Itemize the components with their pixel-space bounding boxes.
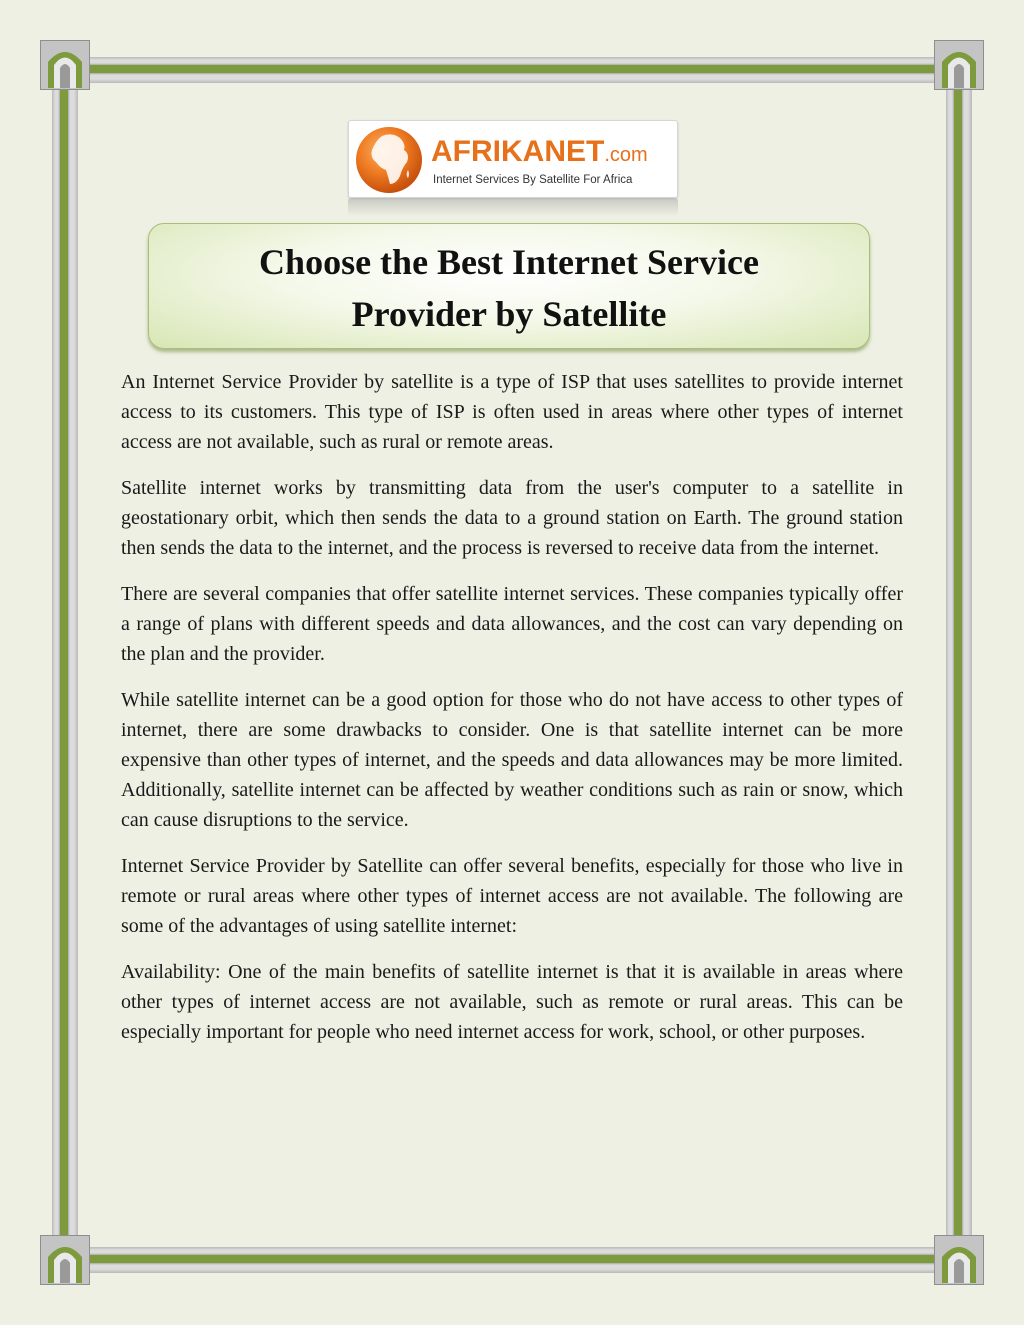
frame-corner-ornament-icon [934, 40, 984, 90]
logo-tagline: Internet Services By Satellite For Africa [433, 174, 633, 186]
frame-left-border [52, 62, 78, 1262]
logo-card [348, 120, 678, 198]
title-banner [148, 223, 870, 349]
frame-corner-ornament-icon [934, 1235, 984, 1285]
globe-icon [352, 124, 426, 196]
page-title-line-1: Choose the Best Internet Service [259, 242, 759, 282]
article-body [121, 367, 903, 1063]
logo-reflection [348, 198, 678, 216]
frame-bottom-border [62, 1247, 962, 1273]
frame-corner-ornament-icon [40, 40, 90, 90]
paragraph-intro: An Internet Service Provider by satellite is a type of ISP that uses satellites to provide internet access to its customers. This type of ISP is often used in areas where other types of internet access are not available, such as rural or remote areas. [121, 371, 903, 453]
page-title [149, 236, 869, 340]
paragraph-drawbacks: While satellite internet can be a good option for those who do not have access to other types of internet, there are some drawbacks to consider. One is that satellite internet can be more expensive than other types of internet, and the speeds and data allowances may be more limited. Additionally, satellite internet can be affected by weather conditions such as rain or snow, which can cause disruptions to the service. [121, 689, 903, 831]
paragraph-providers: There are several companies that offer satellite internet services. These companies typically offer a range of plans with different speeds and data allowances, and the cost can vary depending on the plan and the provider. [121, 583, 903, 665]
frame-top-border [62, 57, 962, 83]
afrikanet-logo [348, 120, 678, 218]
frame-right-border [946, 62, 972, 1262]
page-title-line-2: Provider by Satellite [351, 294, 667, 334]
logo-brand-name: AFRIKANET.com [431, 135, 648, 168]
paragraph-how-it-works: Satellite internet works by transmitting data from the user's computer to a satellite in geostationary orbit, which then sends the data to a ground station on Earth. The ground station then sends the data to the internet, and the process is reversed to receive data from the internet. [121, 477, 903, 559]
paragraph-availability: Availability: One of the main benefits of satellite internet is that it is available in areas where other types of internet access are not available, such as remote or rural areas. This can be especially important for people who need internet access for work, school, or other purposes. [121, 961, 903, 1043]
frame-corner-ornament-icon [40, 1235, 90, 1285]
paragraph-benefits-intro: Internet Service Provider by Satellite can offer several benefits, especially for those who live in remote or rural areas where other types of internet access are not available. The following are some of the advantages of using satellite internet: [121, 855, 903, 937]
